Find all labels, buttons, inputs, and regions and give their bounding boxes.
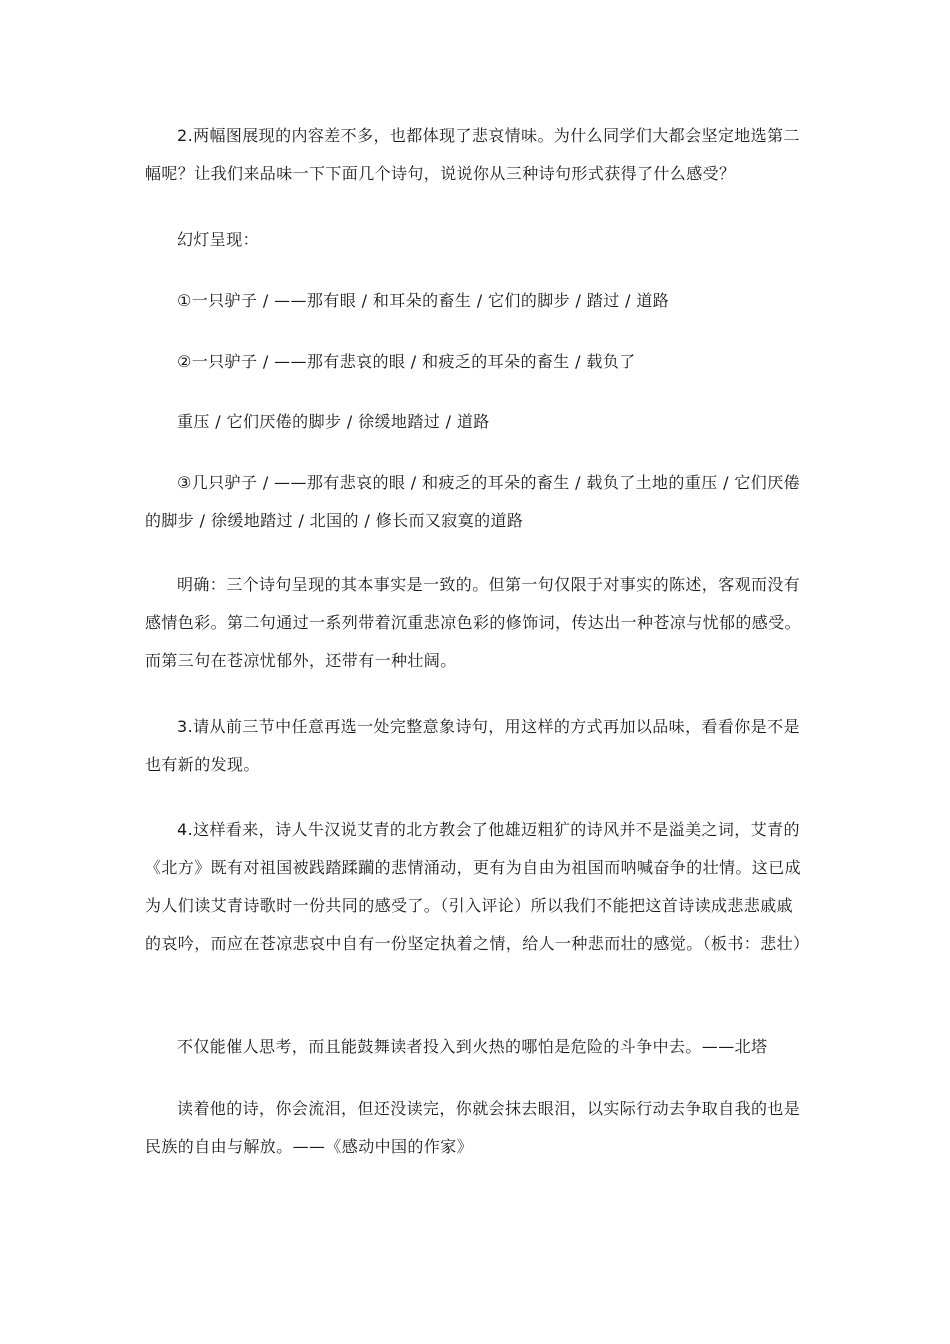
paragraph-verse-2-continued: 重压 / 它们厌倦的脚步 / 徐缓地踏过 / 道路 — [177, 412, 490, 431]
paragraph-quote-beita: 不仅能催人思考，而且能鼓舞读者投入到火热的哪怕是危险的斗争中去。——北塔 — [177, 1037, 768, 1056]
paragraph-question-2: 2.两幅图展现的内容差不多，也都体现了悲哀情味。为什么同学们大都会坚定地选第二幅呢？让我们来品味一下下面几个诗句，说说你从三种诗句形式获得了什么感受？ — [145, 126, 800, 183]
paragraph-slide-intro: 幻灯呈现： — [177, 230, 260, 249]
paragraph-verse-1: ①一只驴子 / ——那有眼 / 和耳朵的畜生 / 它们的脚步 / 踏过 / 道路 — [177, 291, 670, 310]
paragraph-clarification: 明确：三个诗句呈现的其本事实是一致的。但第一句仅限于对事实的陈述，客观而没有感情色彩。第二句通过一系列带着沉重悲凉色彩的修饰词，传达出一种苍凉与忧郁的感受。而第三句在苍凉忧郁外，还带有一种壮阔。 — [145, 575, 802, 670]
paragraph-verse-3: ③几只驴子 / ——那有悲哀的眼 / 和疲乏的耳朵的畜生 / 载负了土地的重压 / 它们厌倦的脚步 / 徐缓地踏过 / 北国的 / 修长而又寂寞的道路 — [145, 473, 800, 530]
paragraph-question-4: 4.这样看来，诗人牛汉说艾青的北方教会了他雄迈粗犷的诗风并不是溢美之词，艾青的《北方》既有对祖国被践踏蹂躏的悲情涌动，更有为自由为祖国而呐喊奋争的壮情。这已成为人们读艾青诗歌时一份共同的感受了。（引入评论）所以我们不能把这首诗读成悲悲戚戚的哀吟，而应在苍凉悲哀中自有一份坚定执着之情，给人一种悲而壮的感觉。（板书：悲壮） — [145, 820, 810, 953]
paragraph-verse-2: ②一只驴子 / ——那有悲哀的眼 / 和疲乏的耳朵的畜生 / 载负了 — [177, 352, 636, 371]
paragraph-quote-writers: 读着他的诗，你会流泪，但还没读完，你就会抹去眼泪，以实际行动去争取自我的也是民族的自由与解放。——《感动中国的作家》 — [145, 1099, 801, 1156]
paragraph-question-3: 3.请从前三节中任意再选一处完整意象诗句，用这样的方式再加以品味，看看你是不是也有新的发现。 — [145, 717, 800, 774]
